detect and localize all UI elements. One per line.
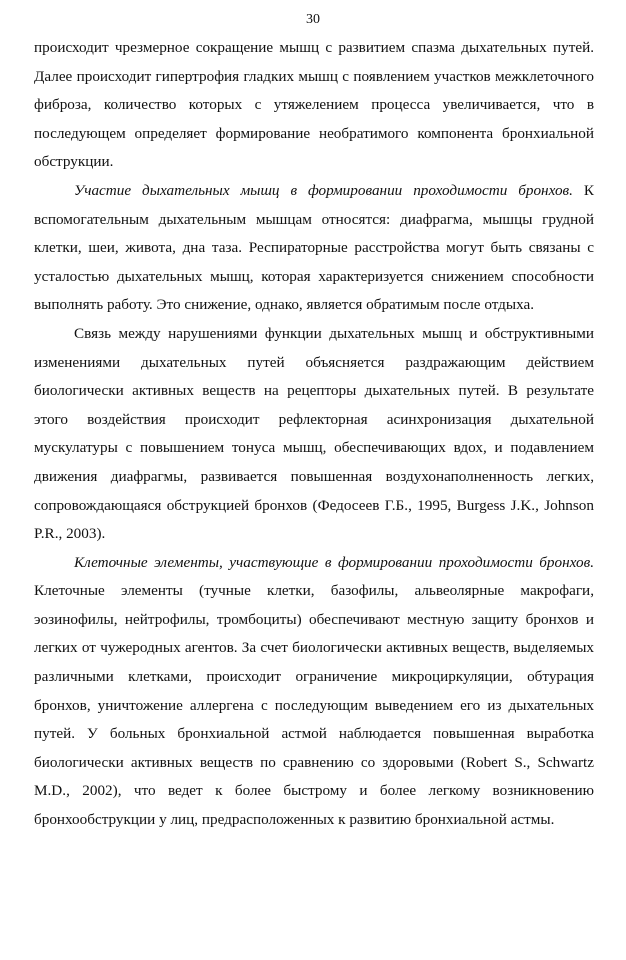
page-body <box>34 34 594 835</box>
paragraph-text: Связь между нарушениями функции дыхательных мышц и обструктивными изменениями дыхательных путей объясняется раздражающим действием биологически активных веществ на рецепторы дыхательных путей. В результате этого воздействия происходит рефлекторная асинхронизация дыхательной мускулатуры с повышением тонуса мышц, обеспечивающих вдох, и подавлением движения диафрагмы, развивается повышенная воздухонаполненность легких, сопровождающаяся обструкцией бронхов (Федосеев Г.Б., 1995, Burgess J.K., Johnson P.R., 2003). <box>34 324 594 543</box>
page-number: 30 <box>306 12 320 27</box>
paragraph-continuation <box>34 34 594 177</box>
paragraph-respiratory-muscles <box>34 177 594 320</box>
section-heading-cellular-elements: Клеточные элементы, участвующие в формировании проходимости бронхов. <box>74 553 594 571</box>
section-heading-respiratory-muscles: Участие дыхательных мышц в формировании проходимости бронхов. <box>74 181 573 199</box>
paragraph-text: Клеточные элементы (тучные клетки, базофилы, альвеолярные макрофаги, эозинофилы, нейтрофилы, тромбоциты) обеспечивают местную защиту бронхов и легких от чужеродных агентов. За счет биологически активных веществ, выделяемых различными клетками, происходит ограничение микроциркуляции, обтурация бронхов, уничтожение аллергена с последующим выведением его из дыхательных путей. У больных бронхиальной астмой наблюдается повышенная выработка биологически активных веществ по сравнению со здоровыми (Robert S., Schwartz M.D., 2002), что ведет к более быстрому и более легкому возникновению бронхообструкции у лиц, предрасположенных к развитию бронхиальной астмы. <box>34 582 594 829</box>
paragraph-text: К вспомогательным дыхательным мышцам относятся: диафрагма, мышцы грудной клетки, шеи, живота, дна таза. Респираторные расстройства могут быть связаны с усталостью дыхательных мышц, которая характеризуется снижением способности выполнять работу. Это снижение, однако, является обратимым после отдыха. <box>34 181 594 314</box>
paragraph-muscle-obstruction-link <box>34 320 594 549</box>
paragraph-text: происходит чрезмерное сокращение мышц с развитием спазма дыхательных путей. Далее происходит гипертрофия гладких мышц с появлением участков межклеточного фиброза, количество которых с утяжелением процесса увеличивается, что в последующем определяет формирование необратимого компонента бронхиальной обструкции. <box>34 39 594 171</box>
paragraph-cellular-elements <box>34 549 594 835</box>
